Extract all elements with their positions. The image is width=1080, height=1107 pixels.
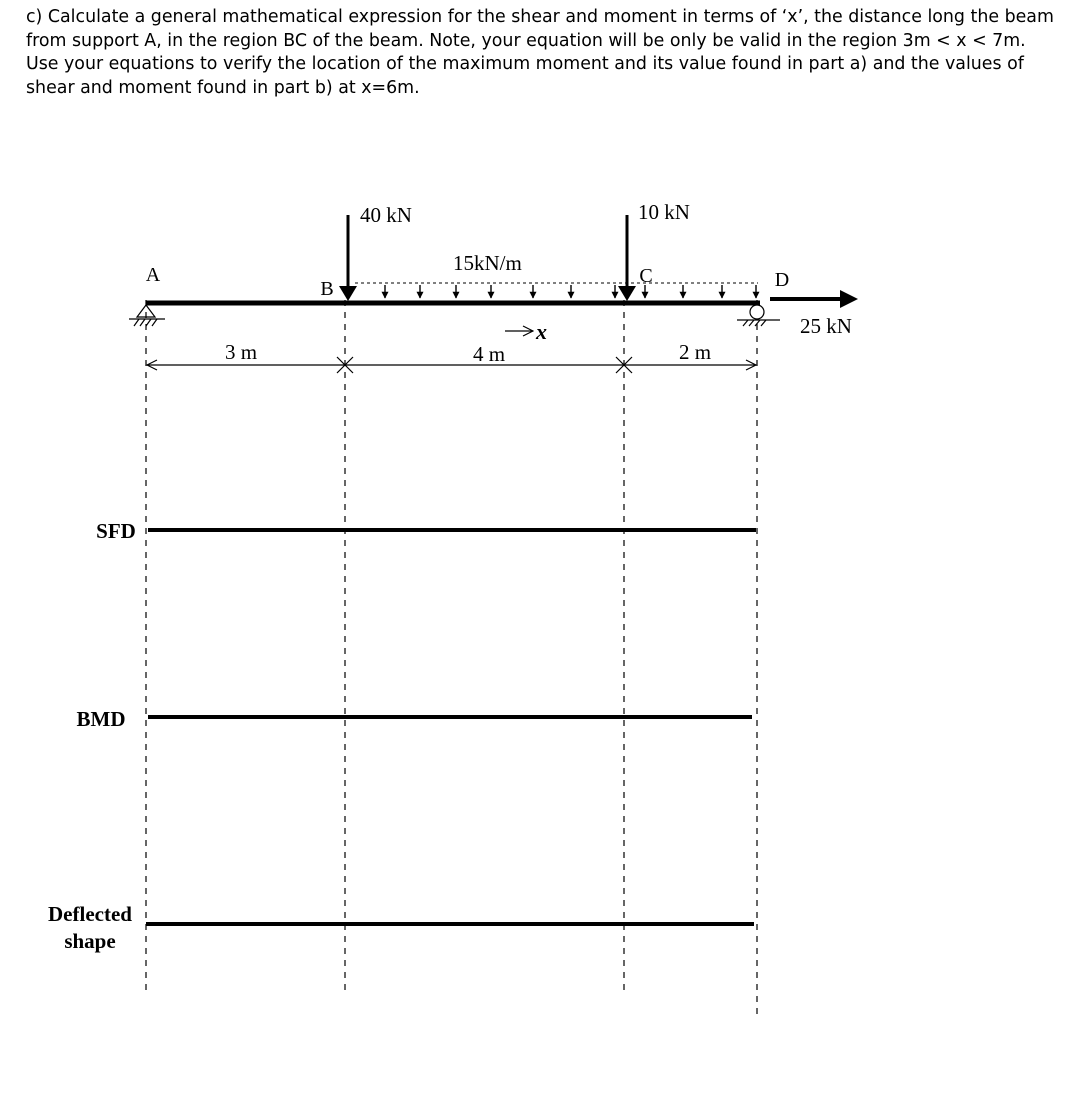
load-c-label: 10 kN xyxy=(638,200,690,224)
pin-support-a xyxy=(129,305,165,326)
label-a: A xyxy=(145,264,161,286)
label-c: C xyxy=(639,265,653,287)
distributed-load-label: 15kN/m xyxy=(453,251,522,275)
span-ab-label: 3 m xyxy=(224,340,258,364)
roller-support-d xyxy=(737,305,780,326)
point-load-c-arrowhead xyxy=(618,286,636,301)
distributed-load-arrows xyxy=(385,285,756,298)
deflected-label-line1: Deflected xyxy=(48,902,132,926)
point-load-b-arrowhead xyxy=(339,286,357,301)
label-d: D xyxy=(774,269,790,291)
x-label: x xyxy=(536,319,547,344)
horizontal-load-label: 25 kN xyxy=(800,314,852,338)
horizontal-load-arrowhead xyxy=(840,290,858,308)
load-b-label: 40 kN xyxy=(360,203,412,227)
bmd-label: BMD xyxy=(76,707,126,731)
span-bc-label: 4 m xyxy=(472,342,506,366)
sfd-label: SFD xyxy=(96,519,136,543)
deflected-label-line2: shape xyxy=(64,929,116,953)
span-cd-label: 2 m xyxy=(678,340,712,364)
label-b: B xyxy=(320,278,334,300)
reference-lines xyxy=(146,300,757,1015)
distributed-load xyxy=(355,283,758,298)
question-text: c) Calculate a general mathematical expression for the shear and moment in terms of ‘x’, the distance long the beam from support A, in the region BC of the beam. Note, your equation will be only be valid in the region 3m < x < 7m. Use your equations to verify the location of the maximum moment and its value found in part a) and the values of shear and moment found in part b) at x=6m. xyxy=(26,7,1054,98)
